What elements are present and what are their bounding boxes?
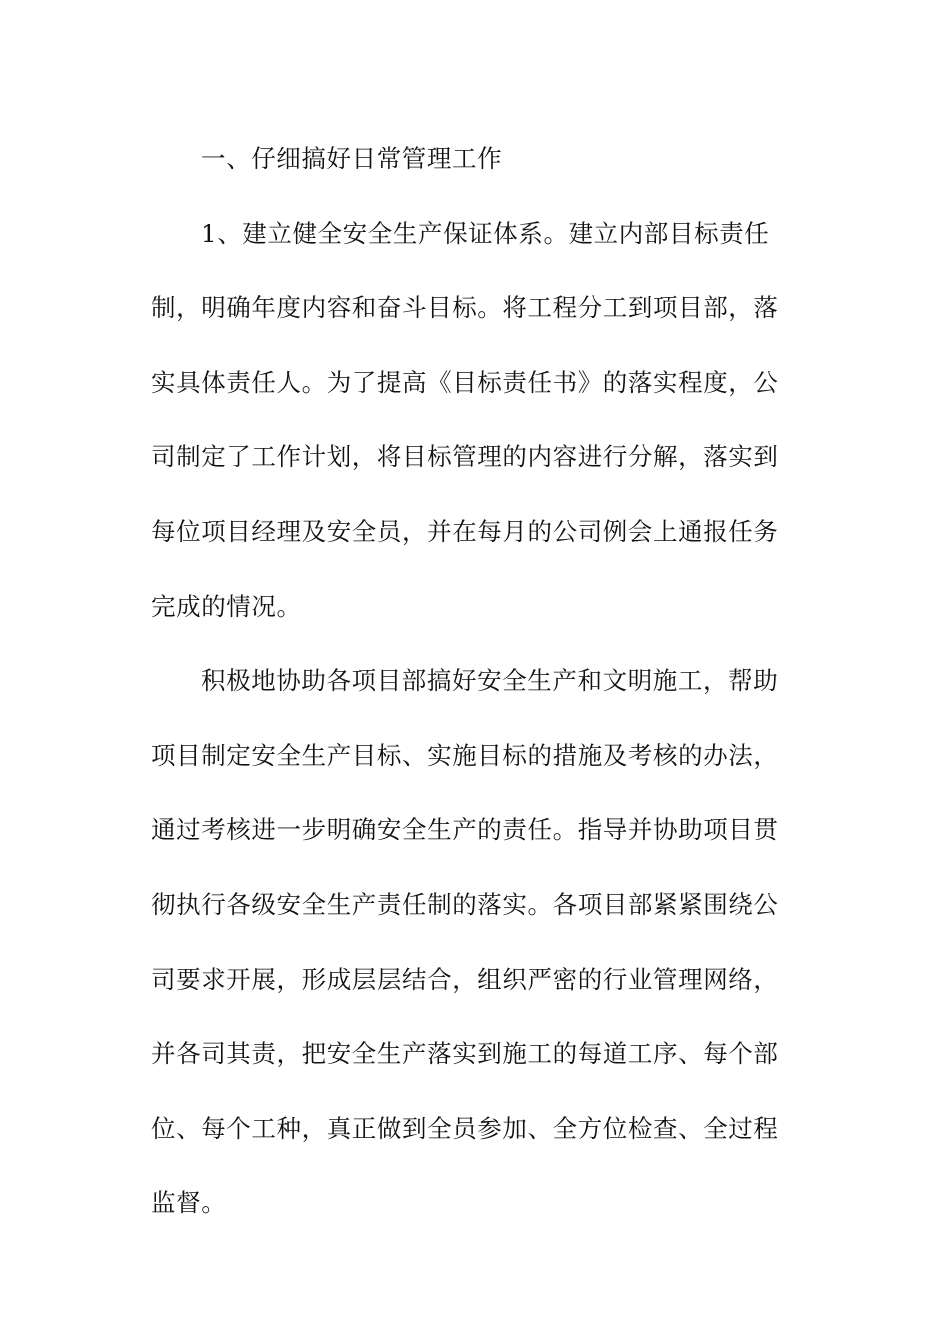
paragraph-line: 1、建立健全安全生产保证体系。建立内部目标责任 xyxy=(201,218,770,248)
paragraph-line: 监督。 xyxy=(151,1188,227,1218)
paragraph-line: 实具体责任人。为了提高《目标责任书》的落实程度，公 xyxy=(151,367,779,397)
paragraph-1 xyxy=(151,197,791,645)
paragraph-line: 位、每个工种，真正做到全员参加、全方位检查、全过程 xyxy=(151,1113,779,1143)
paragraph-line: 项目制定安全生产目标、实施目标的措施及考核的办法， xyxy=(151,740,779,770)
paragraph-line: 司要求开展，形成层层结合，组织严密的行业管理网络， xyxy=(151,964,779,994)
paragraph-line: 完成的情况。 xyxy=(151,591,302,621)
paragraph-line: 每位项目经理及安全员，并在每月的公司例会上通报任务 xyxy=(151,516,779,546)
document-body xyxy=(151,122,791,1241)
paragraph-2 xyxy=(151,644,791,1241)
section-heading: 一、仔细搞好日常管理工作 xyxy=(201,144,503,173)
paragraph-line: 积极地协助各项目部搞好安全生产和文明施工，帮助 xyxy=(201,666,779,696)
paragraph-line: 司制定了工作计划，将目标管理的内容进行分解，落实到 xyxy=(151,442,779,472)
paragraph-line: 彻执行各级安全生产责任制的落实。各项目部紧紧围绕公 xyxy=(151,889,779,919)
paragraph-line: 制，明确年度内容和奋斗目标。将工程分工到项目部，落 xyxy=(151,293,779,323)
paragraph-line: 通过考核进一步明确安全生产的责任。指导并协助项目贯 xyxy=(151,815,779,845)
paragraph-line: 并各司其责，把安全生产落实到施工的每道工序、每个部 xyxy=(151,1039,779,1069)
